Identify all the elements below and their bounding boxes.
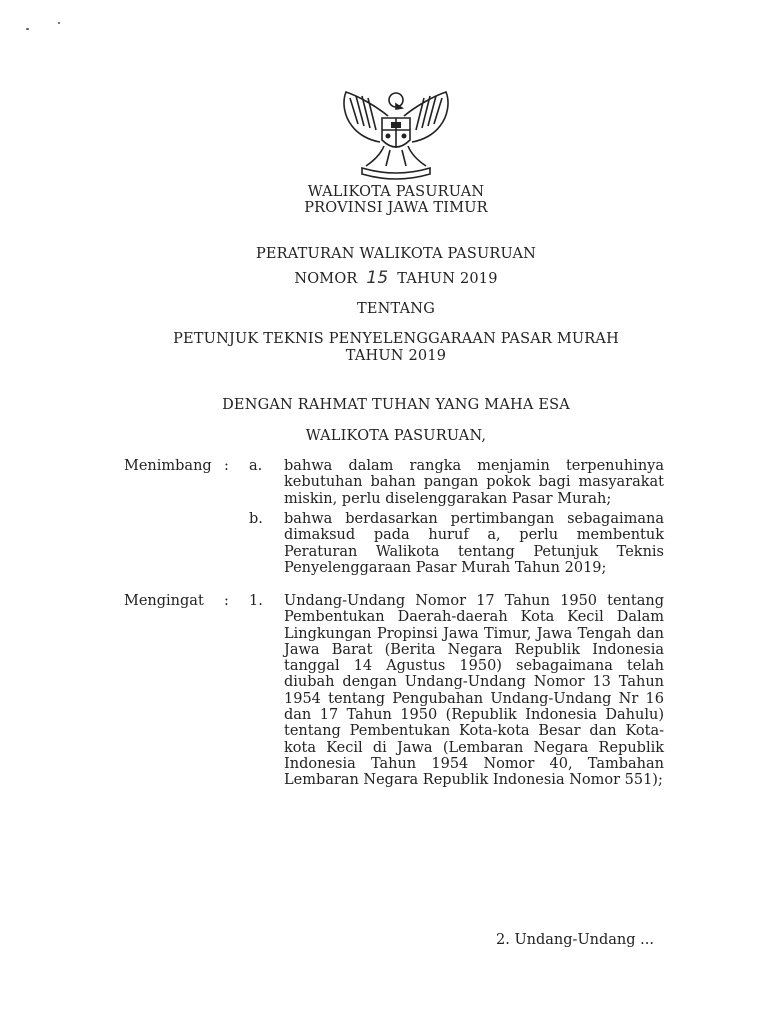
menimbang-paragraph-b: bahwa berdasarkan pertimbangan sebagaimana dimaksud pada huruf a, perlu membentuk Peraturan Walikota tentang Petunjuk Teknis Penyelenggaraan Pasar Murah Tahun 2019; (284, 511, 664, 576)
menimbang-colon: : (224, 458, 229, 474)
invocation: DENGAN RAHMAT TUHAN YANG MAHA ESA (222, 397, 570, 413)
mengingat-label: Mengingat (124, 593, 204, 609)
garuda-pancasila-emblem (336, 82, 456, 182)
menimbang-paragraph-a: bahwa dalam rangka menjamin terpenuhinya kebutuhan bahan pangan pokok bagi masyarakat miskin, perlu diselenggarakan Pasar Murah; (284, 458, 664, 507)
scan-speck (26, 28, 29, 30)
issuer-line-2: PROVINSI JAWA TIMUR (304, 200, 488, 216)
scan-speck (58, 22, 60, 24)
item-marker: a. (249, 458, 263, 474)
about-heading: TENTANG (357, 301, 435, 317)
menimbang-label: Menimbang (124, 458, 212, 474)
regulation-number-line (0, 268, 768, 288)
issuer-line-1: WALIKOTA PASURUAN (307, 184, 485, 200)
year-label: TAHUN 2019 (397, 271, 498, 287)
number-prefix: NOMOR (294, 271, 358, 287)
continuation-note: 2. Undang-Undang ... (496, 932, 654, 948)
subject-line-1: PETUNJUK TEKNIS PENYELENGGARAAN PASAR MURAH (173, 331, 619, 347)
regulation-title: PERATURAN WALIKOTA PASURUAN (255, 246, 537, 262)
subject-line-2: TAHUN 2019 (345, 348, 447, 364)
mengingat-paragraph-1: Undang-Undang Nomor 17 Tahun 1950 tentang Pembentukan Daerah-daerah Kota Kecil Dalam Lingkungan Propinsi Jawa Timur, Jawa Tengah dan Jawa Barat (Berita Negara Republik Indonesia tanggal 14 Agustus 1950) sebagaimana telah diubah dengan Undang-Undang Nomor 13 Tahun 1954 tentang Pengubahan Undang-Undang Nr 16 dan 17 Tahun 1950 (Republik Indonesia Dahulu) tentang Pembentukan Kota-kota Besar dan Kota-kota Kecil di Jawa (Lembaran Negara Republik Indonesia Tahun 1954 Nomor 40, Tambahan Lembaran Negara Republik Indonesia Nomor 551); (284, 593, 664, 789)
mengingat-colon: : (224, 593, 229, 609)
item-marker: b. (249, 511, 263, 527)
authority: WALIKOTA PASURUAN, (305, 428, 487, 444)
handwritten-number: 15 (366, 268, 389, 288)
item-marker: 1. (249, 593, 263, 609)
